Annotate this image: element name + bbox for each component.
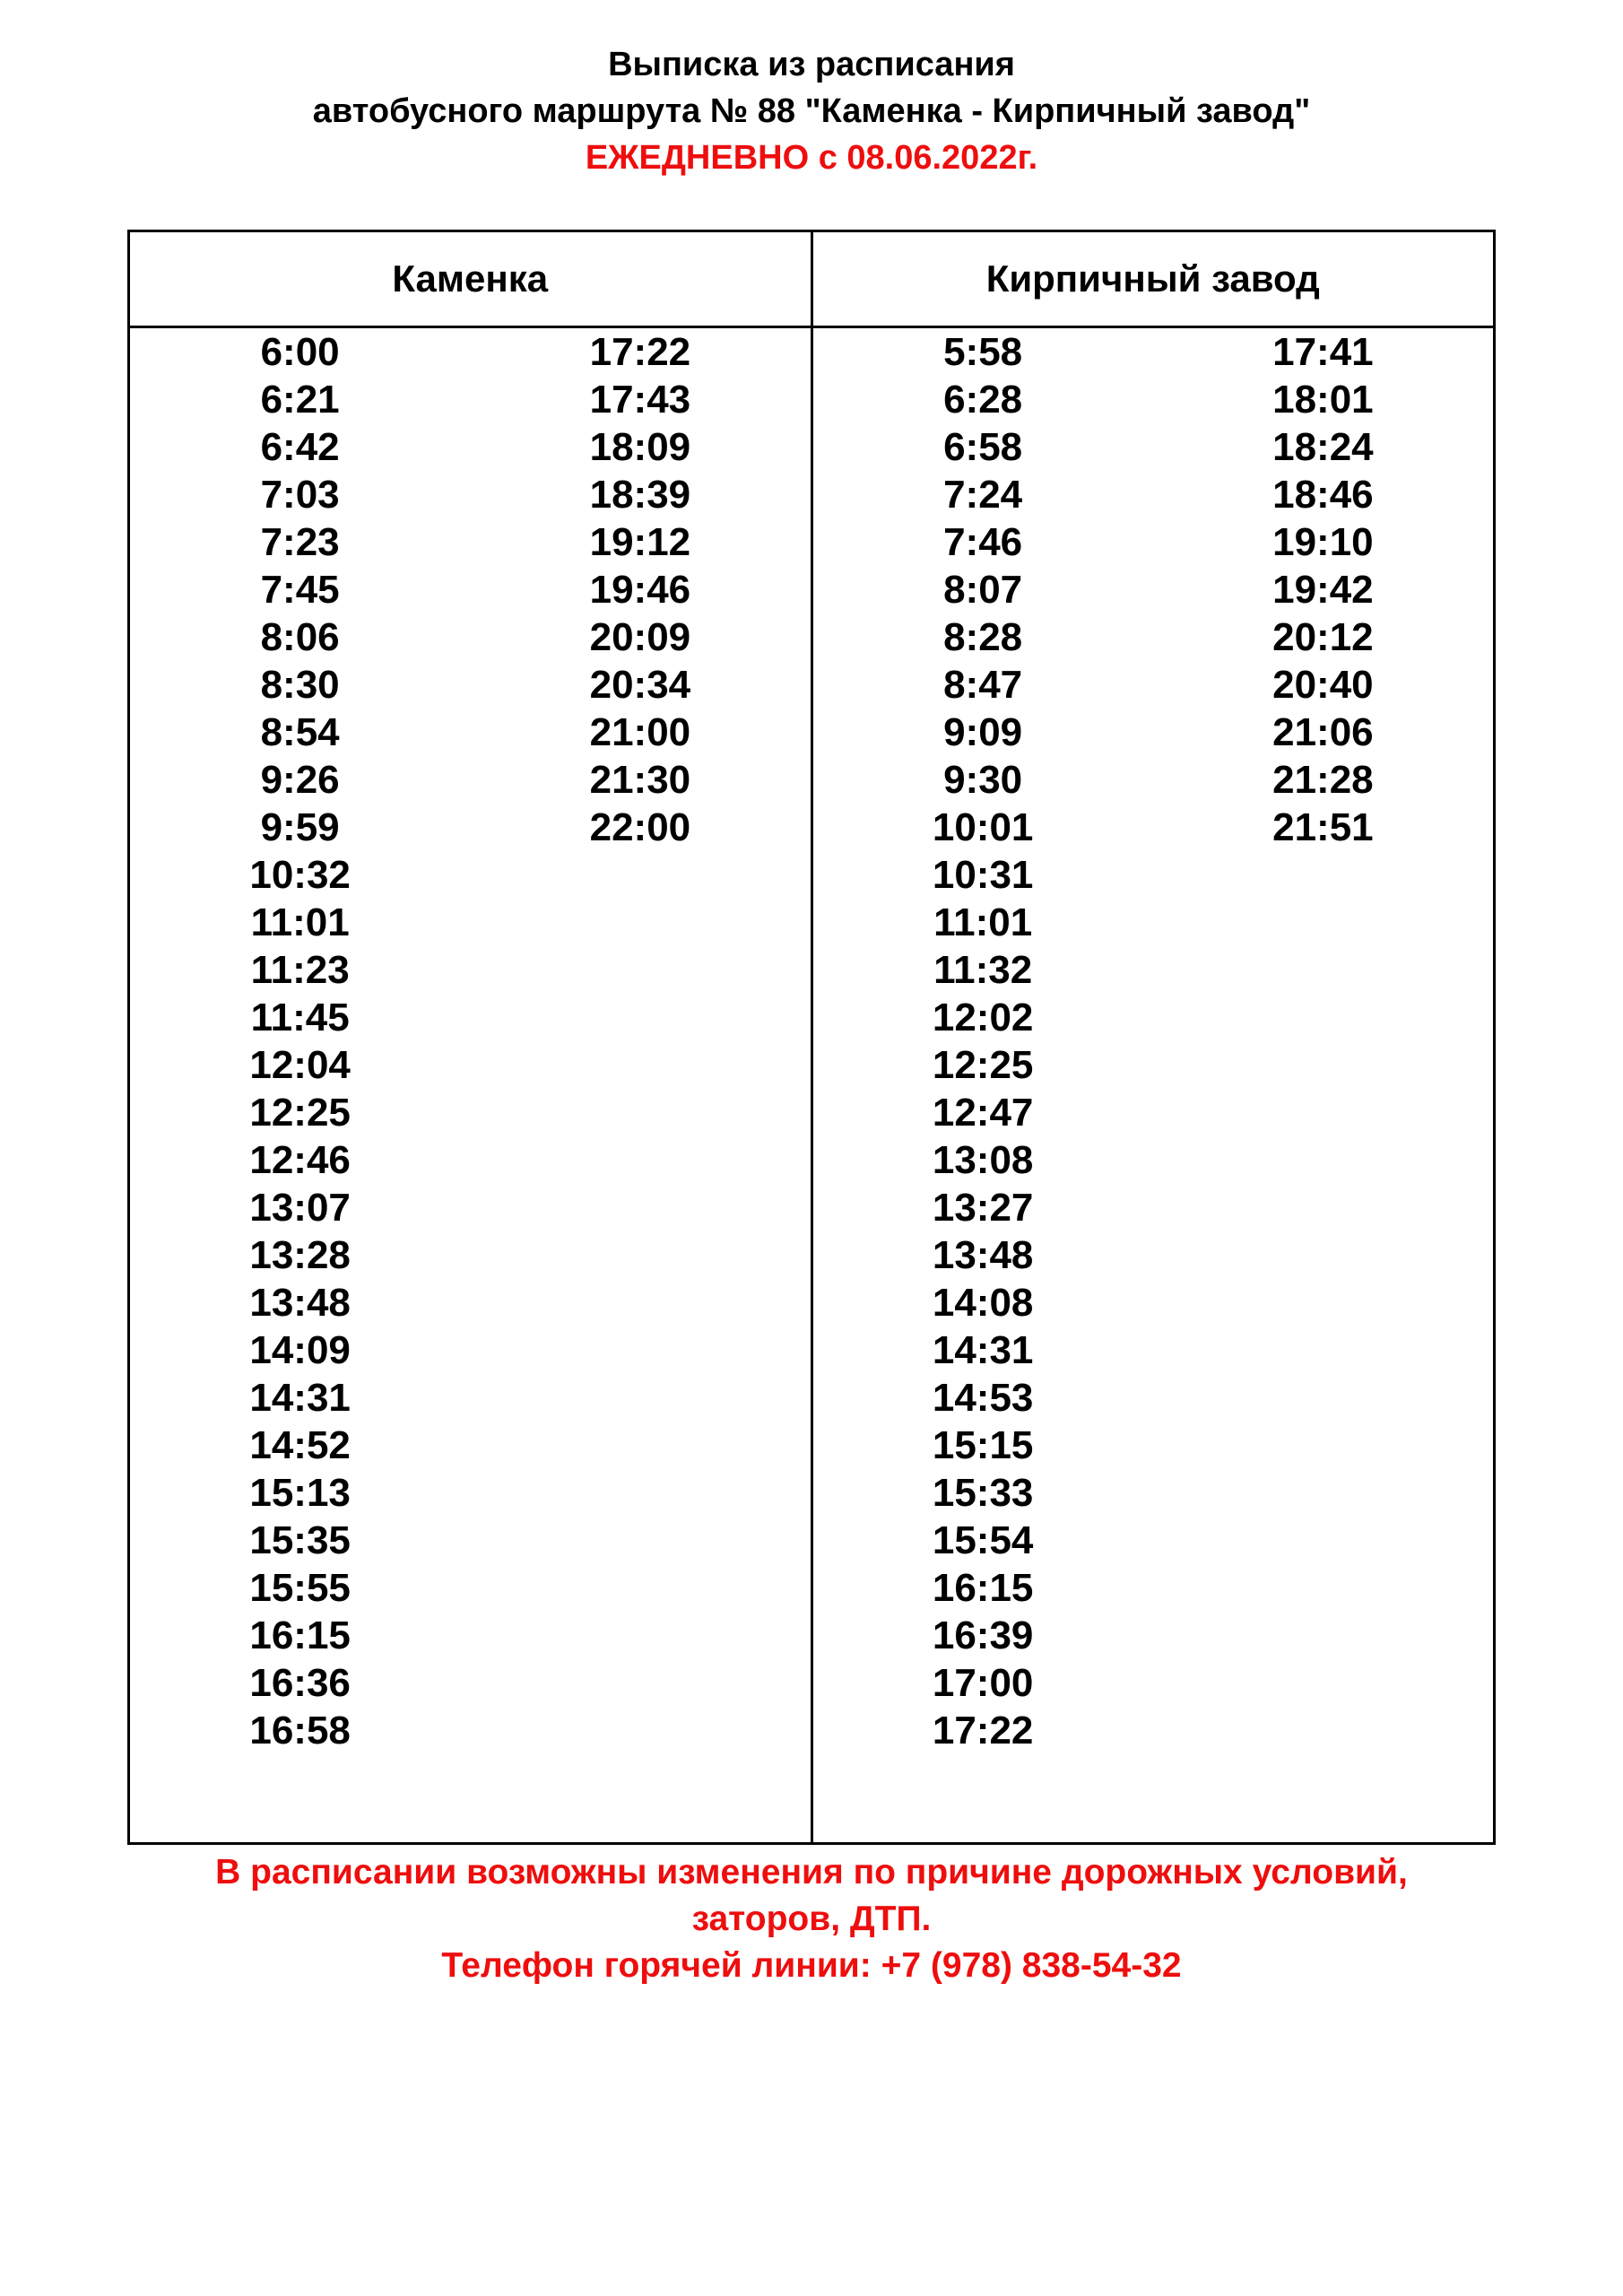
- time-cell-kamenka-2: [470, 1089, 812, 1136]
- table-row: [129, 946, 1495, 994]
- time-cell-kamenka-1: 14:52: [249, 1423, 351, 1467]
- time-cell-kamenka-1: 6:00: [260, 330, 340, 374]
- time-cell-kamenka-2: 21:00: [470, 709, 812, 756]
- table-row: [129, 1517, 1495, 1564]
- time-cell-kamenka-1: 8:54: [260, 710, 340, 754]
- time-cell-kamenka-1: 6:42: [260, 425, 340, 469]
- table-row: [129, 518, 1495, 566]
- time-cell-kirpichny-2: [1153, 1184, 1495, 1231]
- table-row: [129, 1612, 1495, 1659]
- time-cell-kamenka-2: 17:22: [470, 327, 812, 377]
- time-cell-kirpichny-2: 18:46: [1272, 473, 1374, 517]
- time-cell-kamenka-1: 12:46: [249, 1138, 351, 1182]
- time-cell-kamenka-1: 9:26: [260, 758, 340, 802]
- time-cell-kirpichny-2: [1153, 1326, 1495, 1374]
- time-cell-kirpichny-2: [1153, 1374, 1495, 1422]
- table-row: [129, 1041, 1495, 1089]
- time-cell-kirpichny-1: 12:02: [932, 996, 1034, 1039]
- time-cell-kamenka-1: 13:07: [249, 1186, 351, 1230]
- time-cell-kamenka-2: [470, 1041, 812, 1089]
- time-cell-kamenka-2: 19:12: [470, 518, 812, 566]
- table-spacer-row: [129, 1754, 1495, 1844]
- time-cell-kamenka-2: [470, 851, 812, 899]
- table-row: [129, 709, 1495, 756]
- time-cell-kamenka-1: 13:28: [249, 1233, 351, 1277]
- table-row: [129, 327, 1495, 377]
- time-cell-kamenka-1: 7:45: [260, 568, 340, 612]
- time-cell-kirpichny-1: 11:32: [933, 948, 1033, 992]
- table-row: [129, 804, 1495, 851]
- time-cell-kirpichny-2: [1153, 1612, 1495, 1659]
- table-row: [129, 376, 1495, 423]
- timetable-body: [129, 327, 1495, 1844]
- table-row: [129, 899, 1495, 946]
- time-cell-kamenka-2: [470, 1469, 812, 1517]
- time-cell-kamenka-1: 11:45: [250, 996, 350, 1039]
- table-row: [129, 1422, 1495, 1469]
- time-cell-kamenka-2: [470, 1659, 812, 1707]
- empty-cell: [1153, 1754, 1495, 1844]
- time-cell-kamenka-2: [470, 994, 812, 1041]
- time-cell-kirpichny-2: [1153, 946, 1495, 994]
- document-title-line2: автобусного маршрута № 88 "Каменка - Кирпичный завод": [312, 92, 1311, 130]
- header-row: [129, 231, 1495, 327]
- time-cell-kirpichny-1: 13:08: [932, 1138, 1034, 1182]
- time-cell-kamenka-2: 19:46: [470, 566, 812, 613]
- timetable: [127, 230, 1496, 1845]
- time-cell-kirpichny-1: 13:27: [932, 1186, 1034, 1230]
- time-cell-kirpichny-1: 16:39: [932, 1613, 1034, 1657]
- time-cell-kirpichny-1: 15:54: [932, 1518, 1034, 1562]
- time-cell-kamenka-1: 11:01: [250, 900, 350, 944]
- table-row: [129, 423, 1495, 471]
- table-row: [129, 1469, 1495, 1517]
- time-cell-kamenka-1: 12:25: [249, 1091, 351, 1135]
- table-row: [129, 1707, 1495, 1754]
- time-cell-kirpichny-2: 21:51: [1272, 805, 1374, 849]
- time-cell-kirpichny-2: [1153, 1041, 1495, 1089]
- time-cell-kirpichny-1: 10:31: [932, 853, 1034, 897]
- table-row: [129, 613, 1495, 661]
- time-cell-kamenka-1: 16:15: [249, 1613, 351, 1657]
- time-cell-kirpichny-2: [1153, 851, 1495, 899]
- hotline-phone: Телефон горячей линии: +7 (978) 838-54-32: [441, 1946, 1182, 1985]
- time-cell-kamenka-1: 13:48: [249, 1281, 351, 1325]
- time-cell-kamenka-1: 14:31: [249, 1376, 351, 1420]
- time-cell-kamenka-1: 10:32: [249, 853, 351, 897]
- time-cell-kirpichny-2: [1153, 1469, 1495, 1517]
- time-cell-kirpichny-1: 15:15: [932, 1423, 1034, 1467]
- time-cell-kamenka-1: 15:13: [249, 1471, 351, 1515]
- document-title-line1: Выписка из расписания: [608, 46, 1015, 83]
- time-cell-kirpichny-1: 12:47: [932, 1091, 1034, 1135]
- time-cell-kamenka-1: 7:03: [260, 473, 340, 517]
- empty-cell: [470, 1754, 812, 1844]
- time-cell-kirpichny-1: 16:15: [932, 1566, 1034, 1610]
- time-cell-kirpichny-2: [1153, 1279, 1495, 1326]
- time-cell-kamenka-2: 20:09: [470, 613, 812, 661]
- time-cell-kirpichny-2: [1153, 994, 1495, 1041]
- time-cell-kirpichny-2: [1153, 1136, 1495, 1184]
- notice-line1: В расписании возможны изменения по причине дорожных условий,: [215, 1853, 1408, 1892]
- time-cell-kamenka-2: [470, 1612, 812, 1659]
- table-row: [129, 1136, 1495, 1184]
- time-cell-kamenka-1: 7:23: [260, 520, 340, 564]
- time-cell-kamenka-1: 15:55: [249, 1566, 351, 1610]
- time-cell-kamenka-1: 12:04: [249, 1043, 351, 1087]
- time-cell-kirpichny-1: 5:58: [943, 330, 1023, 374]
- time-cell-kamenka-2: 20:34: [470, 661, 812, 709]
- document-title-block: [127, 41, 1496, 181]
- time-cell-kirpichny-1: 6:28: [943, 378, 1023, 422]
- time-cell-kirpichny-1: 17:00: [932, 1661, 1034, 1705]
- time-cell-kirpichny-2: [1153, 899, 1495, 946]
- time-cell-kamenka-2: [470, 1136, 812, 1184]
- time-cell-kirpichny-1: 13:48: [932, 1233, 1034, 1277]
- time-cell-kirpichny-1: 14:53: [932, 1376, 1034, 1420]
- time-cell-kirpichny-2: 19:10: [1272, 520, 1374, 564]
- empty-cell: [812, 1754, 1153, 1844]
- time-cell-kamenka-2: [470, 1279, 812, 1326]
- notice-line2: заторов, ДТП.: [691, 1900, 932, 1938]
- time-cell-kirpichny-1: 7:24: [943, 473, 1023, 517]
- time-cell-kirpichny-2: [1153, 1422, 1495, 1469]
- time-cell-kirpichny-1: 9:09: [943, 710, 1023, 754]
- time-cell-kirpichny-1: 15:33: [932, 1471, 1034, 1515]
- time-cell-kirpichny-2: 20:12: [1272, 615, 1374, 659]
- table-row: [129, 756, 1495, 804]
- time-cell-kirpichny-2: 18:01: [1272, 378, 1374, 422]
- time-cell-kamenka-1: 9:59: [260, 805, 340, 849]
- column-header-kirpichny-zavod: Кирпичный завод: [812, 231, 1495, 327]
- time-cell-kamenka-2: [470, 1517, 812, 1564]
- table-row: [129, 566, 1495, 613]
- time-cell-kamenka-2: 18:09: [470, 423, 812, 471]
- time-cell-kamenka-2: [470, 1422, 812, 1469]
- time-cell-kamenka-1: 11:23: [250, 948, 350, 992]
- table-row: [129, 471, 1495, 518]
- table-row: [129, 1564, 1495, 1612]
- time-cell-kirpichny-1: 6:58: [943, 425, 1023, 469]
- time-cell-kirpichny-1: 9:30: [943, 758, 1023, 802]
- time-cell-kamenka-1: 15:35: [249, 1518, 351, 1562]
- time-cell-kirpichny-1: 7:46: [943, 520, 1023, 564]
- notice-block: [127, 1849, 1496, 1989]
- table-row: [129, 1659, 1495, 1707]
- empty-cell: [129, 1754, 471, 1844]
- table-row: [129, 1231, 1495, 1279]
- time-cell-kamenka-2: [470, 1184, 812, 1231]
- time-cell-kirpichny-2: 17:41: [1272, 330, 1374, 374]
- time-cell-kamenka-1: 14:09: [249, 1328, 351, 1372]
- column-header-kamenka: Каменка: [129, 231, 812, 327]
- time-cell-kirpichny-1: 17:22: [932, 1709, 1034, 1752]
- time-cell-kirpichny-2: [1153, 1659, 1495, 1707]
- table-row: [129, 1279, 1495, 1326]
- time-cell-kirpichny-2: [1153, 1564, 1495, 1612]
- time-cell-kirpichny-1: 12:25: [932, 1043, 1034, 1087]
- time-cell-kamenka-2: [470, 899, 812, 946]
- time-cell-kirpichny-1: 8:07: [943, 568, 1023, 612]
- time-cell-kamenka-1: 8:30: [260, 663, 340, 707]
- time-cell-kamenka-2: 18:39: [470, 471, 812, 518]
- time-cell-kamenka-2: 22:00: [470, 804, 812, 851]
- timetable-header: [129, 231, 1495, 327]
- time-cell-kamenka-1: 16:36: [249, 1661, 351, 1705]
- time-cell-kirpichny-2: [1153, 1707, 1495, 1754]
- document-effective-date: ЕЖЕДНЕВНО с 08.06.2022г.: [585, 139, 1038, 177]
- time-cell-kamenka-2: [470, 1374, 812, 1422]
- time-cell-kirpichny-2: [1153, 1231, 1495, 1279]
- time-cell-kirpichny-2: [1153, 1517, 1495, 1564]
- time-cell-kamenka-2: [470, 1564, 812, 1612]
- time-cell-kirpichny-1: 14:31: [932, 1328, 1034, 1372]
- time-cell-kamenka-2: [470, 946, 812, 994]
- time-cell-kirpichny-2: 19:42: [1272, 568, 1374, 612]
- table-row: [129, 1184, 1495, 1231]
- table-row: [129, 1089, 1495, 1136]
- time-cell-kamenka-1: 6:21: [260, 378, 340, 422]
- table-row: [129, 1326, 1495, 1374]
- table-row: [129, 994, 1495, 1041]
- time-cell-kamenka-2: [470, 1231, 812, 1279]
- time-cell-kamenka-2: [470, 1707, 812, 1754]
- time-cell-kirpichny-2: [1153, 1089, 1495, 1136]
- time-cell-kirpichny-1: 10:01: [932, 805, 1034, 849]
- time-cell-kamenka-1: 16:58: [249, 1709, 351, 1752]
- time-cell-kamenka-2: [470, 1326, 812, 1374]
- time-cell-kamenka-2: 17:43: [470, 376, 812, 423]
- table-row: [129, 1374, 1495, 1422]
- time-cell-kirpichny-1: 14:08: [932, 1281, 1034, 1325]
- table-row: [129, 851, 1495, 899]
- time-cell-kirpichny-2: 21:28: [1272, 758, 1374, 802]
- time-cell-kirpichny-1: 11:01: [933, 900, 1033, 944]
- table-row: [129, 661, 1495, 709]
- time-cell-kirpichny-1: 8:47: [943, 663, 1023, 707]
- time-cell-kamenka-2: 21:30: [470, 756, 812, 804]
- time-cell-kirpichny-1: 8:28: [943, 615, 1023, 659]
- time-cell-kirpichny-2: 18:24: [1272, 425, 1374, 469]
- time-cell-kamenka-1: 8:06: [260, 615, 340, 659]
- time-cell-kirpichny-2: 21:06: [1272, 710, 1374, 754]
- time-cell-kirpichny-2: 20:40: [1272, 663, 1374, 707]
